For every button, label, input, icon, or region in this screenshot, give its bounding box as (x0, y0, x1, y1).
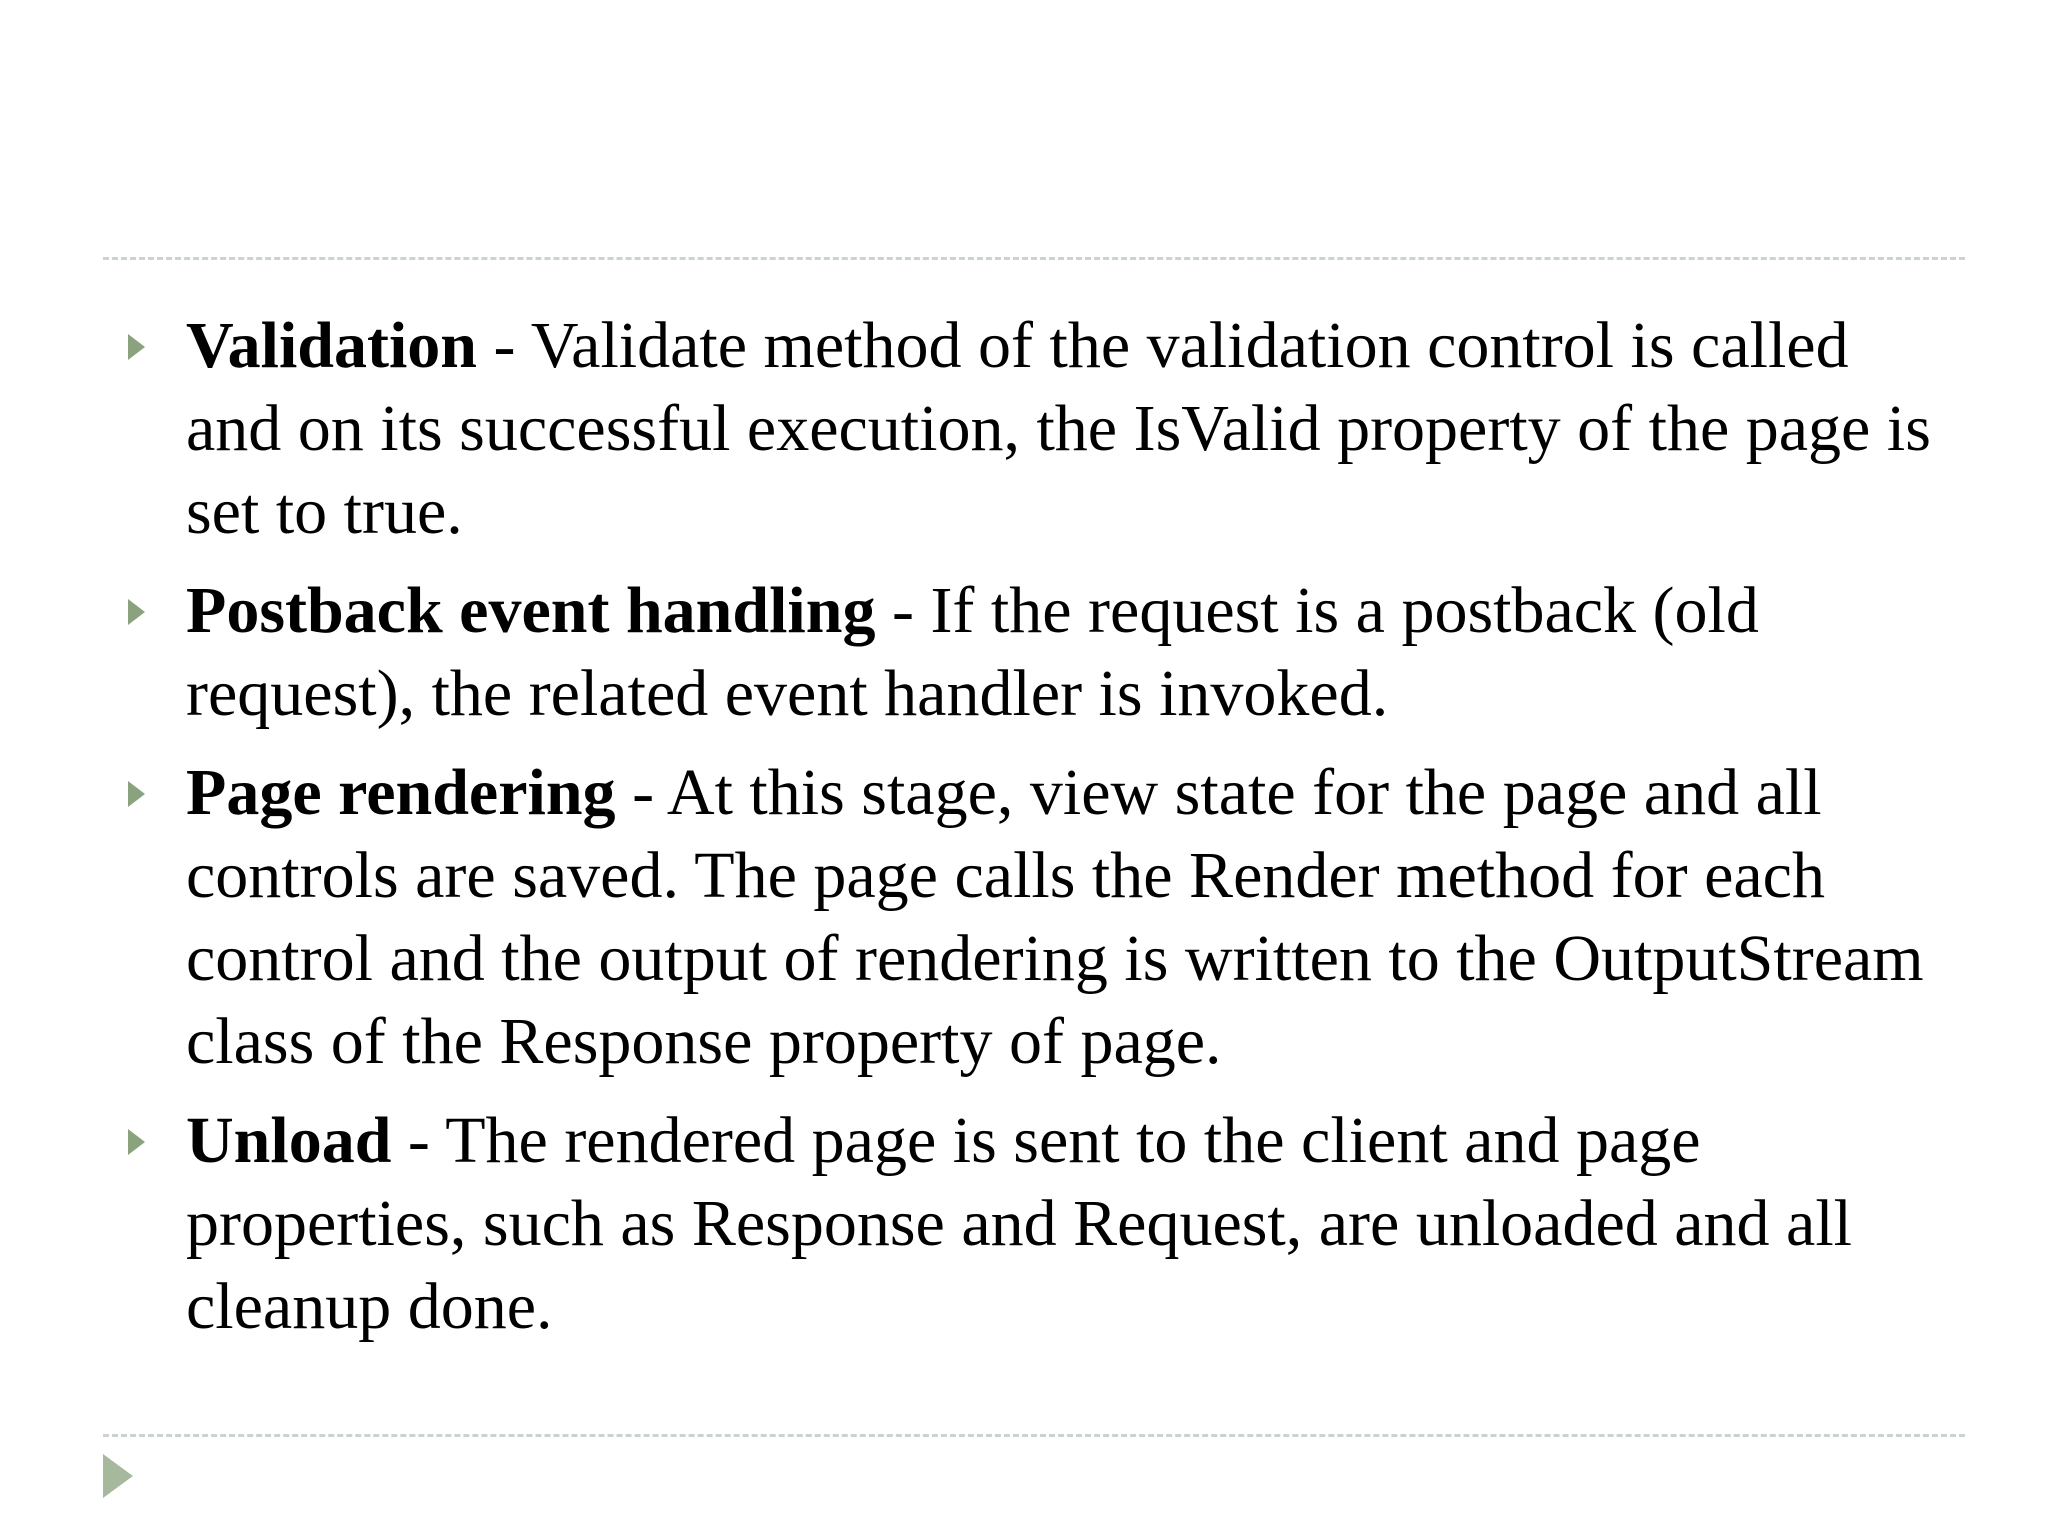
bullet-separator: - (391, 1104, 446, 1177)
bullet-term: Validation (186, 309, 478, 382)
bullet-term: Unload (186, 1104, 392, 1177)
bullet-item-page-rendering (120, 751, 1950, 1083)
bullet-item-validation (120, 304, 1950, 553)
top-divider (103, 257, 1965, 260)
corner-triangle-icon (103, 1454, 133, 1498)
bullet-term: Postback event handling (186, 574, 876, 647)
bullet-text: The rendered page is sent to the client and page properties, such as Response and Request, are unloaded and all cleanup done. (186, 1104, 1853, 1343)
bullet-triangle-icon (128, 599, 145, 625)
bullet-triangle-icon (128, 334, 145, 360)
bottom-divider (103, 1434, 1965, 1437)
bullet-text: If the request is a postback (old request), the related event handler is invoked. (186, 574, 1759, 730)
bullet-text: Validate method of the validation control is called and on its successful execution, the IsValid property of the page is set to true. (186, 309, 1931, 548)
bullet-separator: - (477, 309, 531, 382)
bullet-list (120, 304, 1950, 1364)
bullet-item-postback (120, 569, 1950, 735)
bullet-triangle-icon (128, 781, 145, 807)
bullet-separator: - (615, 756, 667, 829)
bullet-term: Page rendering (186, 756, 616, 829)
bullet-item-unload (120, 1099, 1950, 1348)
bullet-text: At this stage, view state for the page and all controls are saved. The page calls the Render method for each control and the output of rendering is written to the OutputStream class of the Response property of page. (186, 756, 1924, 1078)
bullet-separator: - (875, 574, 931, 647)
bullet-triangle-icon (128, 1129, 145, 1155)
